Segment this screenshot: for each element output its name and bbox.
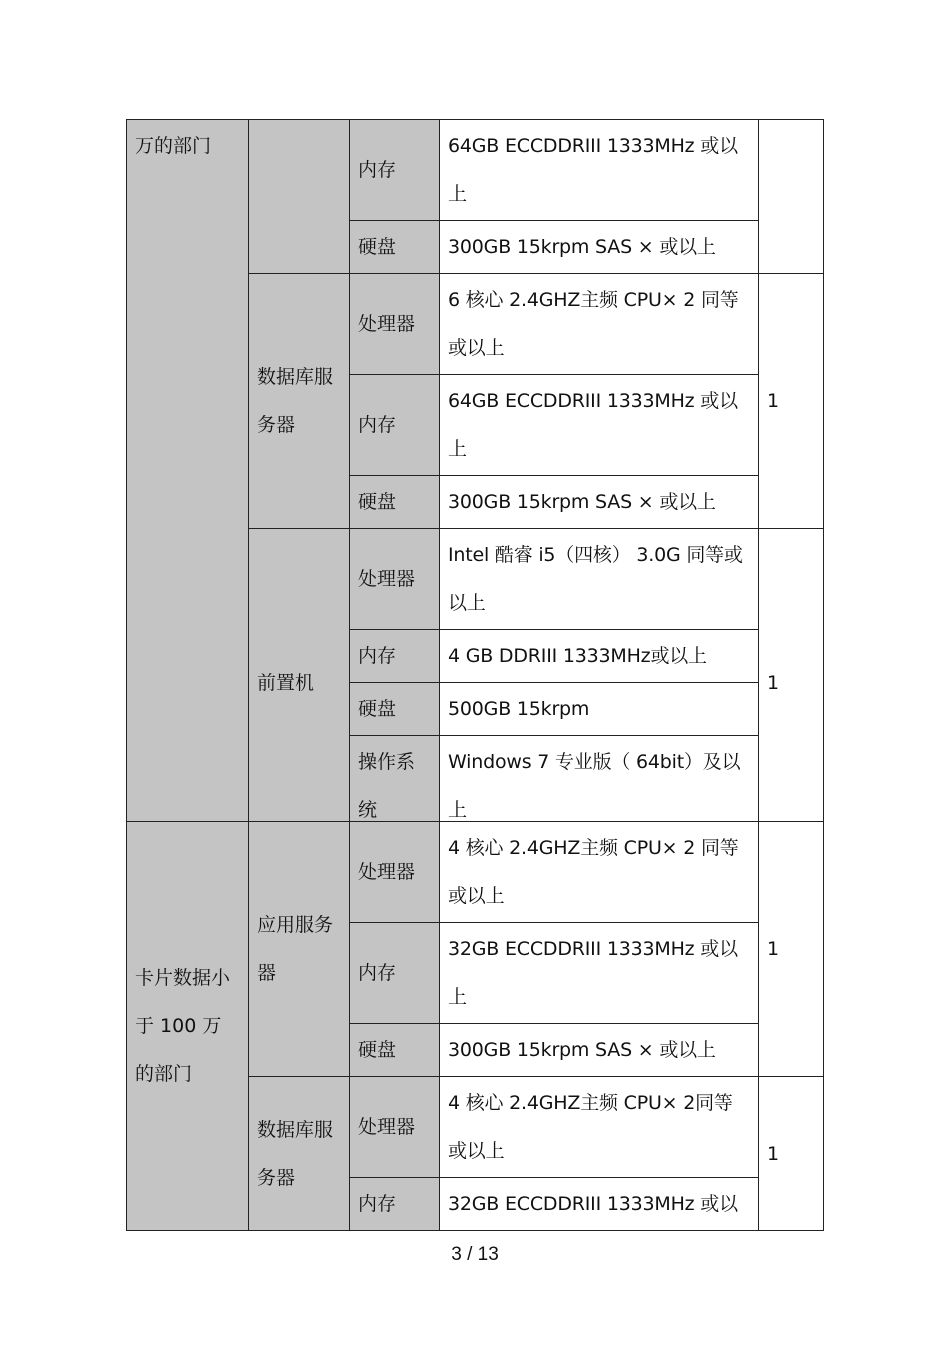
- spec-cell: 4 核心 2.4GHZ主频 CPU× 2 同等或以上: [440, 822, 759, 923]
- spec-cell: 4 核心 2.4GHZ主频 CPU× 2同等或以上: [440, 1077, 759, 1178]
- spec-cell: 4 GB DDRIII 1333MHz或以上: [440, 630, 759, 683]
- spec-cell: 300GB 15krpm SAS × 或以上: [440, 221, 759, 274]
- component-cell: 硬盘: [350, 221, 440, 274]
- spec-cell: 6 核心 2.4GHZ主频 CPU× 2 同等或以上: [440, 274, 759, 375]
- spec-cell: 64GB ECCDDRIII 1333MHz 或以上: [440, 120, 759, 221]
- component-cell: 硬盘: [350, 683, 440, 736]
- component-cell: 内存: [350, 1178, 440, 1231]
- hardware-spec-table: [126, 119, 824, 837]
- spec-cell: 64GB ECCDDRIII 1333MHz 或以上: [440, 375, 759, 476]
- component-cell: 处理器: [350, 274, 440, 375]
- component-cell: 内存: [350, 120, 440, 221]
- device-cell-continued: [249, 120, 350, 274]
- quantity-cell: [759, 120, 824, 274]
- quantity-cell: 1: [759, 274, 824, 529]
- spec-cell: 32GB ECCDDRIII 1333MHz 或以上: [440, 923, 759, 1024]
- component-cell: 处理器: [350, 822, 440, 923]
- device-cell: 前置机: [249, 529, 350, 837]
- device-cell: 数据库服务器: [249, 1077, 350, 1231]
- component-cell: 内存: [350, 630, 440, 683]
- component-cell: 处理器: [350, 1077, 440, 1178]
- spec-cell: Windows 7 专业版（ 64bit）及以上: [440, 736, 759, 837]
- component-cell: 操作系统: [350, 736, 440, 837]
- component-cell: 处理器: [350, 529, 440, 630]
- page-number: 3 / 13: [451, 1244, 499, 1265]
- device-cell: 应用服务器: [249, 822, 350, 1077]
- spec-cell: 32GB ECCDDRIII 1333MHz 或以: [440, 1178, 759, 1231]
- spec-cell: 300GB 15krpm SAS × 或以上: [440, 1024, 759, 1077]
- department-cell: 万的部门: [127, 120, 249, 837]
- spec-cell: 500GB 15krpm: [440, 683, 759, 736]
- quantity-cell: 1: [759, 529, 824, 837]
- component-cell: 硬盘: [350, 1024, 440, 1077]
- device-cell: 数据库服务器: [249, 274, 350, 529]
- component-cell: 硬盘: [350, 476, 440, 529]
- spec-cell: 300GB 15krpm SAS × 或以上: [440, 476, 759, 529]
- hardware-spec-table-section-2: [126, 821, 824, 1231]
- spec-cell: Intel 酷睿 i5（四核） 3.0G 同等或以上: [440, 529, 759, 630]
- quantity-cell: 1: [759, 1077, 824, 1231]
- department-cell: 卡片数据小于 100 万的部门: [127, 822, 249, 1231]
- component-cell: 内存: [350, 923, 440, 1024]
- component-cell: 内存: [350, 375, 440, 476]
- quantity-cell: 1: [759, 822, 824, 1077]
